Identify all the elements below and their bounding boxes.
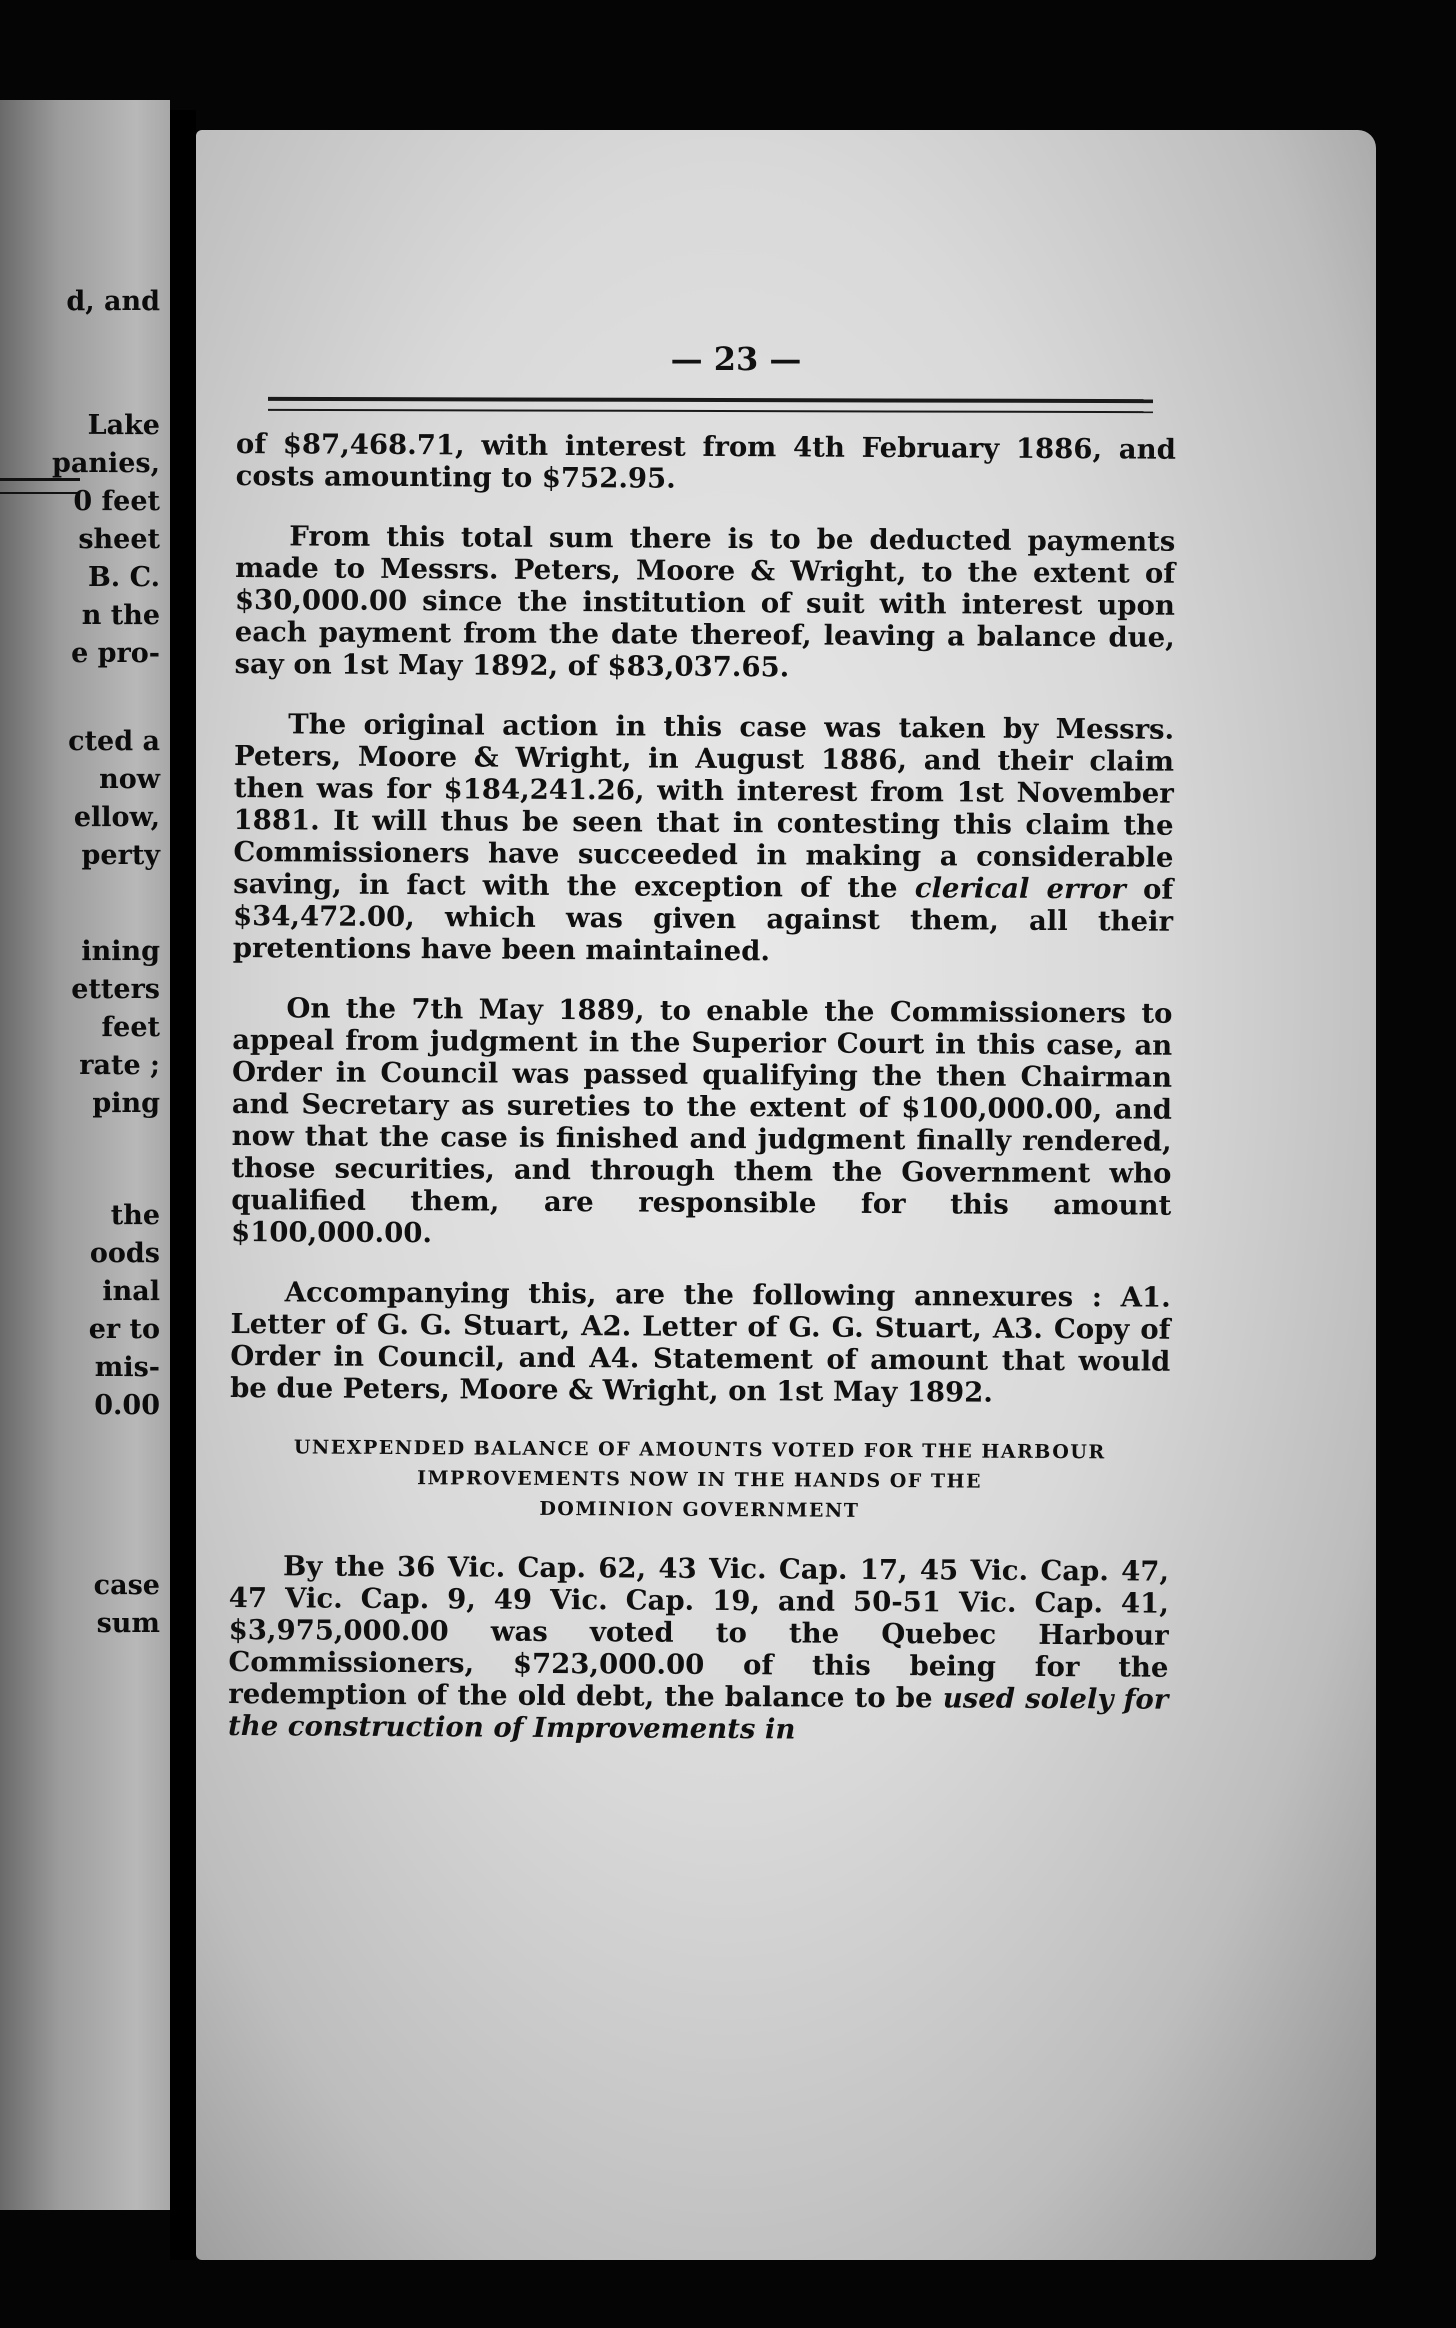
paragraph-text: The original action in this case was taken by Messrs. Peters, Moore & Wright, in August 1886, and their claim then was for $184,241.26, with interest from 1st November 1881. It will thus be seen that in contesting this claim the Commissioners have succeeded in making a considerable saving, in fact with the exception of the: [233, 708, 1175, 905]
paragraph: On the 7th May 1889, to enable the Commissioners to appeal from judgment in the Superior Court in this case, an Order in Council was passed qualifying the then Chairman and Secretary as sureties to the extent of $100,000.00, and now that the case is finished and judgment finally rendered, those securities, and through them the Government who qualified them, are responsible for this amount $100,000.00.: [230, 992, 1173, 1250]
section-heading: [229, 1432, 1170, 1528]
fragment-line: panies,: [51, 448, 160, 479]
fragment-line: er to: [88, 1314, 160, 1345]
section-heading-line: IMPROVEMENTS NOW IN THE HANDS OF THE: [417, 1467, 983, 1493]
fragment-line: oods: [89, 1238, 160, 1269]
previous-page-fragment: [0, 100, 170, 2210]
fragment-line: 0.00: [94, 1390, 160, 1421]
header-rule: [268, 409, 1153, 413]
fragment-line: ining: [81, 936, 160, 967]
header-rule: [268, 397, 1153, 403]
body-text: [228, 428, 1176, 1776]
book-gutter: [170, 110, 196, 2260]
fragment-line: mis-: [94, 1352, 160, 1383]
paragraph-text: of $34,472.00, which was given against them, all their pretentions have been maintained.: [232, 873, 1174, 968]
fragment-line: ping: [92, 1088, 160, 1119]
fragment-line: B. C.: [87, 562, 160, 593]
paragraph: [228, 1550, 1169, 1748]
fragment-line: the: [110, 1200, 160, 1231]
fragment-line: d, and: [66, 286, 160, 317]
fragment-line: 0 feet: [73, 486, 160, 517]
fragment-line: case: [93, 1570, 160, 1601]
fragment-line: feet: [101, 1012, 160, 1043]
document-page: [196, 130, 1376, 2260]
paragraph: [233, 708, 1175, 970]
section-heading-line: DOMINION GOVERNMENT: [539, 1497, 860, 1522]
fragment-line: inal: [102, 1276, 160, 1307]
fragment-line: sum: [96, 1608, 160, 1639]
italic-phrase: used solely for the construction of Improvements in: [227, 1682, 1169, 1746]
fragment-line: rate ;: [79, 1050, 160, 1081]
italic-phrase: clerical error: [914, 872, 1126, 906]
paragraph: From this total sum there is to be deducted payments made to Messrs. Peters, Moore & Wright, to the extent of $30,000.00 since the institution of suit with interest upon each payment from the date thereof, leaving a balance due, say on 1st May 1892, of $83,037.65.: [234, 520, 1176, 684]
paragraph-text: By the 36 Vic. Cap. 62, 43 Vic. Cap. 17, 45 Vic. Cap. 47, 47 Vic. Cap. 9, 49 Vic. Cap. 19, and 50-51 Vic. Cap. 41, $3,975,000.00 was voted to the Quebec Harbour Commissioners, $723,000.00 of this being for the redemption of the old debt, the balance to be: [228, 1550, 1170, 1715]
fragment-line: ellow,: [73, 802, 160, 833]
fragment-line: etters: [71, 974, 160, 1005]
paragraph: of $87,468.71, with interest from 4th February 1886, and costs amounting to $752.95.: [235, 428, 1176, 495]
paragraph: Accompanying this, are the following annexures : A1. Letter of G. G. Stuart, A2. Letter of G. G. Stuart, A3. Copy of Order in Council, and A4. Statement of amount that would be due Peters, Moore & Wright, on 1st May 1892.: [230, 1276, 1171, 1409]
page-number: — 23 —: [670, 340, 802, 378]
fragment-line: perty: [81, 840, 160, 871]
section-heading-line: UNEXPENDED BALANCE OF AMOUNTS VOTED FOR THE HARBOUR: [293, 1436, 1106, 1464]
fragment-line: now: [99, 764, 160, 795]
fragment-line: n the: [81, 600, 160, 631]
fragment-line: cted a: [68, 726, 160, 757]
fragment-line: sheet: [78, 524, 160, 555]
fragment-line: Lake: [87, 410, 160, 441]
fragment-line: e pro-: [71, 638, 160, 669]
